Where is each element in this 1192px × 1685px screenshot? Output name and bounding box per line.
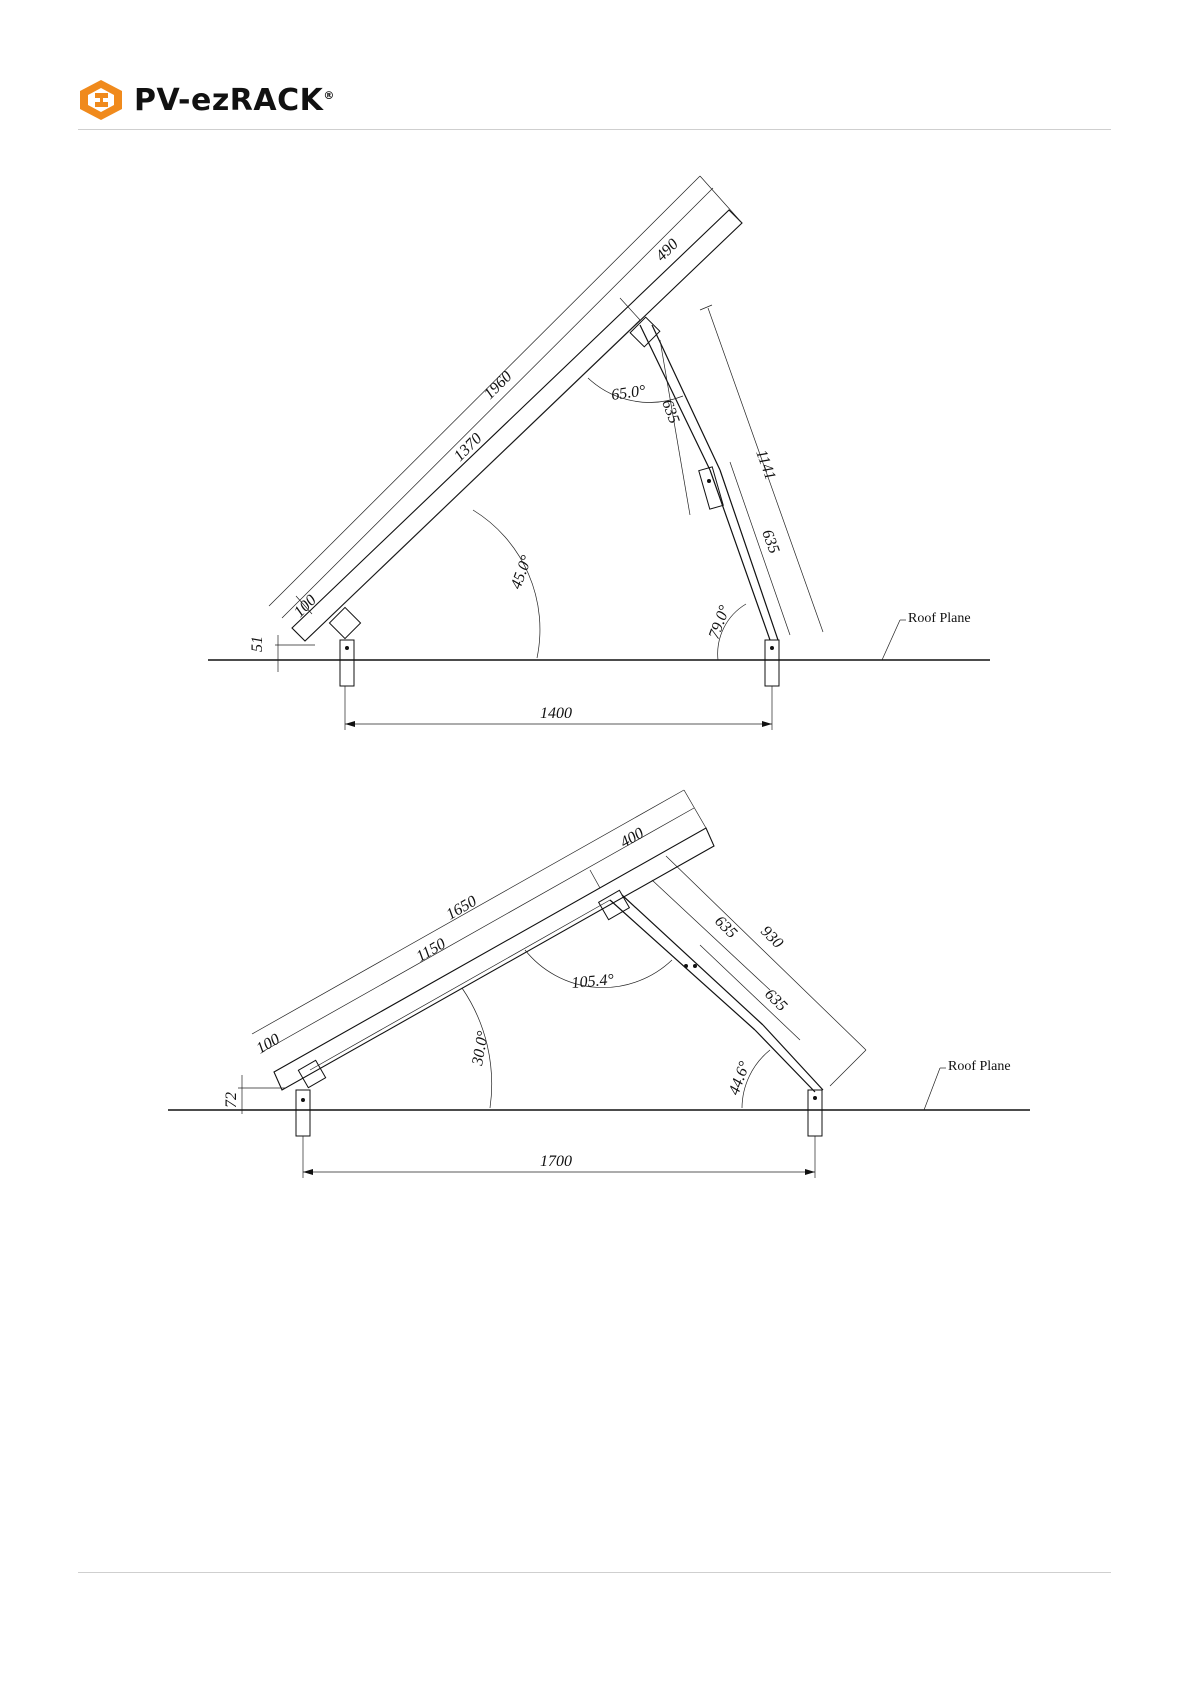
dim-top-overhang: 490 [652,235,682,265]
dim-bottom-offset: 100 [253,1030,283,1058]
mounting-rail [310,900,610,1070]
leg-lower [755,1030,815,1092]
dim-leg-lower: 635 [758,527,783,556]
angle-tilt: 30.0° [469,1029,492,1067]
dim-rail-span: 1150 [413,935,449,966]
dim-panel-length: 1650 [443,892,480,924]
dim-bottom-offset: 100 [290,591,320,621]
dim-ground-clearance: 72 [223,1092,240,1108]
dim-panel-length: 1960 [480,368,516,403]
solar-panel [274,828,714,1090]
angle-leg: 44.6° [725,1059,754,1098]
dim-rail-span: 1370 [450,430,486,465]
roof-plane-label: Roof Plane [908,611,971,626]
dim-leg-upper: 635 [711,912,741,942]
angle-apex: 105.4° [570,971,615,992]
dim-leg-lower: 635 [761,985,791,1015]
figure-30-degree [168,790,1030,1178]
dim-base-span: 1400 [540,705,572,722]
angle-leg: 79.0° [705,603,734,642]
roof-plane-label: Roof Plane [948,1059,1011,1074]
dim-leg-total: 930 [757,922,787,952]
figure-45-degree [208,176,990,730]
dim-top-overhang: 400 [617,824,647,852]
angle-tilt: 45.0° [507,553,536,592]
front-bracket [298,1060,325,1087]
dim-leg-upper: 635 [658,397,683,426]
dim-ground-clearance: 51 [249,636,266,652]
front-bracket [329,607,360,638]
mounting-rail [331,320,640,616]
front-foot [296,1090,310,1136]
dim-leg-total: 1141 [752,447,779,483]
leg-upper [610,900,755,1030]
tilt-angle-arc [473,510,540,658]
brand-name: PV-ezRACK® [134,82,335,118]
dim-base-span: 1700 [540,1153,572,1170]
top-bracket [599,890,630,919]
angle-apex: 65.0° [610,382,647,404]
